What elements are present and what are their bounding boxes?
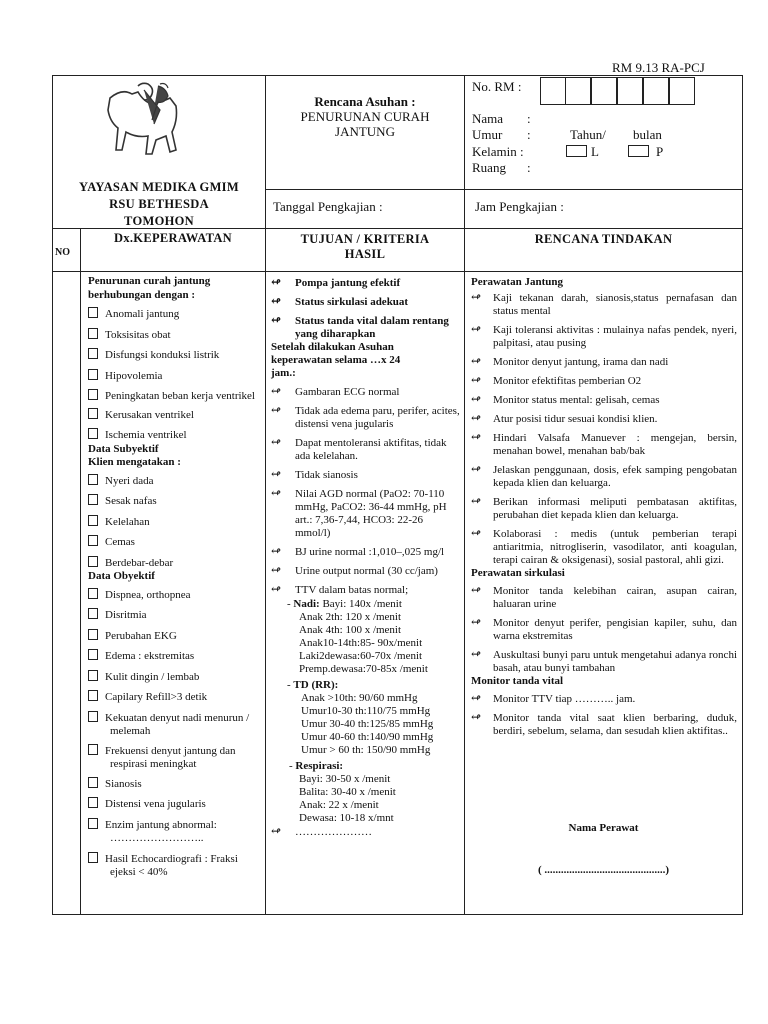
list-item[interactable]: Anomali jantung [88, 307, 263, 322]
list-item: ↫ Gambaran ECG normal [271, 384, 400, 398]
hook-icon: ↫ [271, 435, 282, 449]
row-line-content [52, 271, 743, 272]
jam-pengkajian: Jam Pengkajian : [475, 199, 564, 214]
list-item[interactable]: Capilary Refill>3 detik [88, 690, 263, 705]
list-item[interactable]: Sianosis [88, 777, 263, 792]
hook-icon: ↫ [271, 467, 282, 481]
list-item: ↫ TTV dalam batas normal; [271, 582, 409, 596]
list-item: ↫ Monitor tanda kelebihan cairan, asupan cairan, haluaran urine [471, 583, 737, 610]
bulan-label: bulan [633, 127, 662, 142]
gender-p[interactable] [628, 144, 663, 160]
tanggal-pengkajian: Tanggal Pengkajian : [273, 199, 383, 214]
list-item[interactable]: Sesak nafas [88, 494, 263, 509]
kelamin-label: Kelamin : [472, 144, 524, 159]
nama-label: Nama [472, 111, 504, 126]
hook-icon: ↫ [471, 494, 482, 508]
header-tujuan-line1: TUJUAN / KRITERIA [300, 232, 430, 246]
nama-colon: : [527, 111, 531, 126]
resp-label: Respirasi: [295, 760, 344, 772]
title-line3: JANTUNG [335, 124, 395, 139]
list-item: ↫ Berikan informasi meliputi pembatasan aktifitas, perubahan diet kepada klien dan keluarga. [471, 494, 737, 521]
td-block: - TD (RR): Anak >10th: 90/60 mmHg Umur10-30 th:110/75 mmHg Umur 30-40 th:125/85 mmHg Umur 40-60 th:140/90 mmHg Umur > 60 th: 150/90 mmHg [287, 679, 434, 756]
setelah-line1: Setelah dilakukan Asuhan [271, 341, 394, 353]
hook-icon: ↫ [271, 313, 282, 327]
list-item[interactable]: Distensi vena jugularis [88, 797, 263, 812]
umur-label: Umur [472, 127, 503, 142]
tahun-label: Tahun/ [570, 127, 606, 142]
hook-icon: ↫ [471, 710, 482, 724]
list-item: ↫ Monitor denyut perifer, pengisian kapiler, suhu, dan warna ekstremitas [471, 615, 737, 642]
table-border-top [52, 75, 743, 76]
rm-digit-box[interactable] [643, 77, 669, 105]
hook-icon: ↫ [471, 290, 482, 304]
row-line-tanggal [265, 189, 743, 190]
header-tujuan [266, 232, 464, 262]
hook-icon: ↫ [271, 384, 282, 398]
list-item[interactable]: Dispnea, orthopnea [88, 588, 263, 603]
list-item: ↫ Monitor denyut jantung, irama dan nadi [471, 354, 669, 368]
list-item[interactable]: Peningkatan beban kerja ventrikel [88, 389, 263, 404]
header-dx: Dx.KEPERAWATAN [114, 231, 232, 245]
hook-icon: ↫ [471, 322, 482, 336]
umur-colon: : [527, 127, 531, 142]
header-rencana: RENCANA TINDAKAN [534, 232, 673, 246]
list-item: ↫ ………………… [271, 824, 372, 838]
perawatan-jantung-title: Perawatan Jantung [471, 276, 563, 288]
setelah-line2: keperawatan selama …x 24 [271, 354, 401, 366]
signature-line[interactable]: ( ............................................) [537, 864, 670, 876]
divider-logo [265, 75, 266, 915]
list-item: ↫ Jelaskan penggunaan, dosis, efek samping pengobatan kepada klien dan keluarga. [471, 462, 737, 489]
hook-icon: ↫ [471, 691, 482, 705]
list-item[interactable]: Perubahan EKG [88, 629, 263, 644]
list-item[interactable]: Kelelahan [88, 515, 263, 530]
list-item: ↫ Kaji tekanan darah, sianosis,status pernafasan dan status mental [471, 290, 737, 317]
rm-digit-box[interactable] [591, 77, 617, 105]
list-item[interactable]: Toksisitas obat [88, 328, 263, 343]
institution-line1: YAYASAN MEDIKA GMIM [79, 180, 239, 194]
table-border-right [742, 75, 743, 915]
list-item: ↫ Hindari Valsafa Manuever : mengejan, bersin, menahan bowel, menahan bab/bak [471, 430, 737, 457]
gender-p-label: P [656, 144, 664, 159]
hook-icon: ↫ [471, 526, 482, 540]
dx-column [88, 275, 263, 880]
td-label: TD (RR): [293, 679, 339, 691]
list-item: ↫ BJ urine normal :1,010–,025 mg/l [271, 544, 445, 558]
divider-no [80, 228, 81, 915]
list-item: ↫ Tidak ada edema paru, perifer, acites, distensi vena jugularis [271, 403, 460, 430]
hook-icon: ↫ [271, 294, 282, 308]
subjective-title: Data Subyektif [88, 442, 159, 455]
hook-icon: ↫ [271, 275, 282, 289]
rm-digit-box[interactable] [617, 77, 643, 105]
hook-icon: ↫ [471, 392, 482, 406]
subjective-subtitle: Klien mengatakan : [88, 456, 181, 468]
list-item[interactable]: Kerusakan ventrikel [88, 408, 263, 423]
gender-l[interactable] [566, 144, 599, 160]
list-item[interactable]: Ischemia ventrikel [88, 428, 263, 443]
hook-icon: ↫ [471, 583, 482, 597]
perawatan-sirkulasi-title: Perawatan sirkulasi [471, 567, 565, 579]
dx-title-line1: Penurunan curah jantung [88, 275, 211, 287]
list-item: ↫ Dapat mentoleransi aktifitas, tidak ada kelelahan. [271, 435, 447, 462]
hook-icon: ↫ [271, 544, 282, 558]
respirasi-block: - Respirasi: Bayi: 30-50 x /menit Balita: 30-40 x /menit Anak: 22 x /menit Dewasa: 10-18 x/mnt [289, 760, 396, 824]
list-item[interactable]: Frekuensi denyut jantung dan respirasi meningkat [88, 744, 263, 772]
list-item: ↫ Monitor tanda vital saat klien berbaring, duduk, berdiri, sebelum, selama, dan sesudah klien aktifitas.. [471, 710, 737, 737]
rm-digit-box[interactable] [565, 77, 591, 105]
list-item[interactable]: Nyeri dada [88, 474, 263, 489]
list-item[interactable]: Hasil Echocardiografi : Fraksi ejeksi < 40% [88, 852, 263, 880]
list-item[interactable]: Kekuatan denyut nadi menurun / melemah [88, 711, 263, 739]
list-item: ↫ Monitor status mental: gelisah, cemas [471, 392, 660, 406]
no-rm-label: No. RM : [472, 79, 522, 94]
list-item: ↫ Status sirkulasi adekuat [271, 294, 409, 308]
hook-icon: ↫ [271, 824, 282, 838]
rm-digit-box[interactable] [669, 77, 695, 105]
setelah-line3: jam.: [271, 367, 296, 379]
nadi-label: Nadi: [293, 598, 320, 610]
list-item: ↫ Urine output normal (30 cc/jam) [271, 563, 438, 577]
objective-title: Data Obyektif [88, 570, 155, 582]
list-item[interactable]: Disritmia [88, 608, 263, 623]
divider-right [464, 75, 465, 915]
subjective-list [88, 474, 263, 571]
list-item: ↫ Pompa jantung efektif [271, 275, 401, 289]
dx-title-line2: berhubungan dengan : [88, 288, 195, 301]
objective-list [88, 588, 263, 880]
checkbox-l[interactable] [566, 145, 587, 157]
list-item: ↫ Atur posisi tidur sesuai kondisi klien. [471, 411, 658, 425]
list-item[interactable]: Kulit dingin / lembab [88, 670, 263, 685]
horse-logo [92, 80, 207, 164]
hook-icon: ↫ [271, 582, 282, 596]
hook-icon: ↫ [471, 411, 482, 425]
hook-icon: ↫ [471, 615, 482, 629]
list-item[interactable]: Disfungsi konduksi listrik [88, 348, 263, 363]
rencana-column [471, 276, 737, 738]
list-item: ↫ Monitor efektifitas pemberian O2 [471, 373, 642, 387]
hook-icon: ↫ [471, 647, 482, 661]
list-item[interactable]: Hipovolemia [88, 369, 263, 384]
title-line1: Rencana Asuhan : [314, 94, 416, 109]
monitor-vital-title: Monitor tanda vital [471, 675, 564, 687]
form-title [266, 94, 464, 139]
list-item[interactable]: Enzim jantung abnormal: …………………….. [88, 818, 263, 846]
rm-digit-box[interactable] [540, 77, 566, 105]
gender-l-label: L [591, 144, 599, 159]
hook-icon: ↫ [471, 462, 482, 476]
header-no: NO [55, 247, 70, 258]
list-item: ↫ Auskultasi bunyi paru untuk mengetahui adanya ronchi basah, atau bunyi tambahan [471, 647, 737, 674]
list-item[interactable]: Cemas [88, 535, 263, 550]
checkbox-p[interactable] [628, 145, 649, 157]
header-tujuan-line2: HASIL [344, 247, 386, 261]
nama-perawat-label: Nama Perawat [568, 822, 639, 834]
tujuan-column [271, 277, 461, 839]
form-code: RM 9.13 RA-PCJ [612, 60, 705, 75]
nadi-block: - Nadi: Bayi: 140x /menit Anak 2th: 120 x /menit Anak 4th: 100 x /menit Anak10-14th:85- 90x/menit Laki2dewasa:60-70x /menit Premp.dewasa:70-85x /menit [287, 598, 428, 675]
ruang-colon: : [527, 160, 531, 175]
ruang-label: Ruang [472, 160, 506, 175]
hook-icon: ↫ [471, 373, 482, 387]
hook-icon: ↫ [271, 403, 282, 417]
hook-icon: ↫ [471, 354, 482, 368]
hook-icon: ↫ [271, 563, 282, 577]
dx-cause-list [88, 307, 263, 443]
list-item: ↫ Kolaborasi : medis (untuk pemberian terapi antiaritmia, nitrogliserin, vasodilator, anti koagulan, terapi cairan & oksigenasi), sosial pastoral, ahli gizi. [471, 526, 737, 566]
list-item: ↫ Tidak sianosis [271, 467, 358, 481]
hook-icon: ↫ [271, 486, 282, 500]
list-item: ↫ Kaji toleransi aktivitas : mulainya nafas pendek, nyeri, palpitasi, atau pusing [471, 322, 737, 349]
list-item[interactable]: Edema : ekstremitas [88, 649, 263, 664]
institution-line2: RSU BETHESDA [109, 197, 209, 211]
list-item: ↫ Status tanda vital dalam rentang yang diharapkan [271, 313, 449, 340]
title-line2: PENURUNAN CURAH [300, 109, 430, 124]
institution-name [53, 180, 265, 229]
institution-line3: TOMOHON [124, 214, 194, 228]
list-item: ↫ Monitor TTV tiap ……….. jam. [471, 691, 636, 705]
hook-icon: ↫ [471, 430, 482, 444]
table-border-bottom [52, 914, 743, 915]
list-item[interactable]: Berdebar-debar [88, 556, 263, 571]
list-item: ↫ Nilai AGD normal (PaO2: 70-110 mmHg, PaCO2: 36-44 mmHg, pH art.: 7,36-7,44, HCO3: 22-26 mmol/l) [271, 486, 447, 539]
